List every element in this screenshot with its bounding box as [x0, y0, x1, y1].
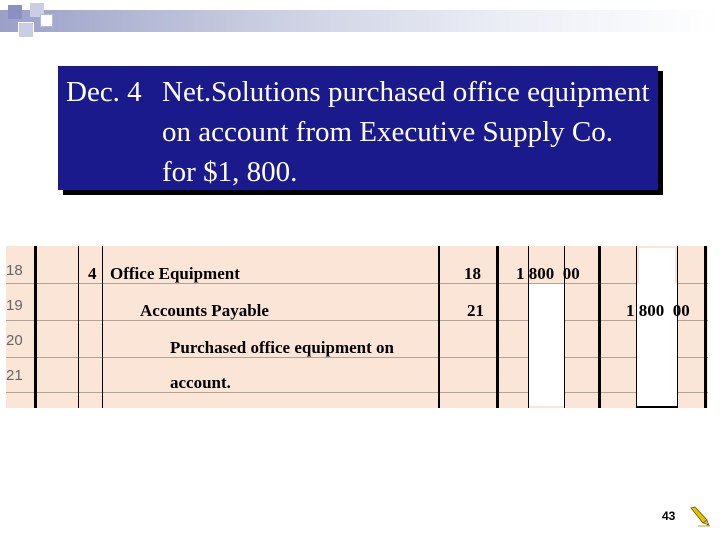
decor-square [40, 14, 53, 27]
journal-col-line [34, 246, 37, 408]
general-journal [6, 246, 708, 408]
transaction-date: Dec. 4 [66, 76, 142, 108]
journal-col-line [704, 246, 707, 408]
decor-square [8, 5, 22, 19]
journal-post-ref: 18 [464, 264, 481, 283]
journal-col-line [438, 246, 440, 408]
journal-account-debit: Office Equipment [110, 264, 240, 283]
decor-square [18, 22, 34, 38]
journal-day: 4 [88, 264, 97, 283]
journal-col-line [78, 246, 79, 408]
journal-col-line [496, 246, 499, 408]
journal-col-line [598, 246, 601, 408]
journal-credit-amount: 1 800 00 [626, 301, 690, 320]
top-gradient-bar [0, 10, 720, 32]
transaction-title-box [58, 66, 658, 190]
transaction-description: Net.Solutions purchased office equipment on account from Executive Supply Co. for $1, 800. [162, 76, 650, 188]
journal-debit-amount: 1 800 00 [516, 264, 580, 283]
journal-row-line [6, 320, 708, 321]
journal-col-line [102, 246, 103, 408]
journal-account-credit: Accounts Payable [140, 301, 269, 320]
journal-line-number: 18 [6, 262, 23, 279]
journal-row-line [6, 392, 708, 393]
journal-explanation: Purchased office equipment on [170, 338, 394, 357]
journal-line-number: 21 [6, 367, 23, 384]
debit-cents-cell [529, 284, 564, 406]
journal-line-number: 20 [6, 332, 23, 349]
page-number: 43 [662, 509, 676, 523]
journal-line-number: 19 [6, 297, 23, 314]
journal-col-line [677, 246, 678, 408]
credit-total-underline [636, 406, 677, 408]
credit-cents-cell-inner [639, 248, 675, 283]
journal-post-ref: 21 [467, 301, 484, 320]
pencil-icon [688, 506, 712, 528]
journal-explanation: account. [170, 373, 231, 392]
journal-col-line [636, 246, 637, 408]
